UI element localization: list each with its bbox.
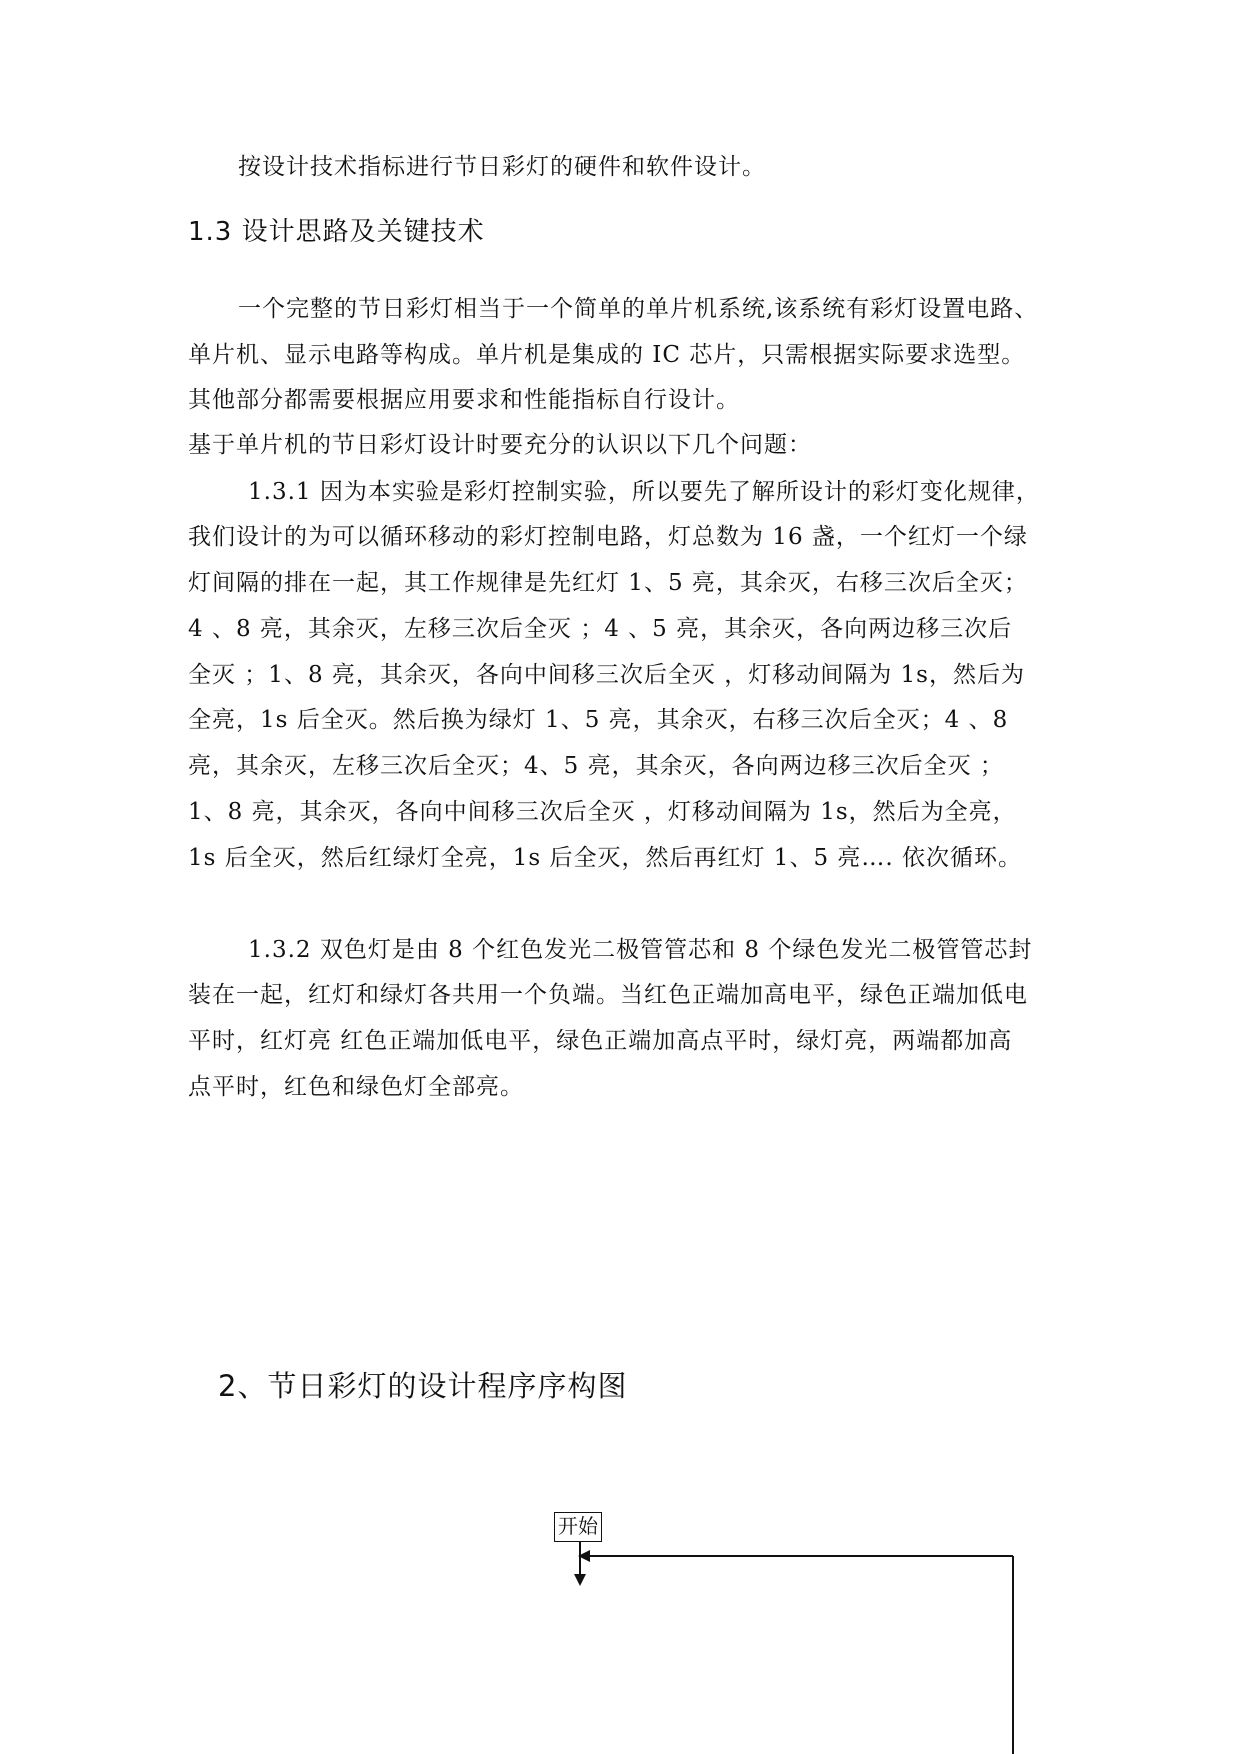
section-2-heading: 2、节日彩灯的设计程序序构图 bbox=[218, 1369, 628, 1403]
section-1-3-1-line: 全灭 ；1、8 亮，其余灭，各向中间移三次后全灭 ，灯移动间隔为 1s，然后为 bbox=[188, 662, 1025, 688]
section-1-3-1-line: 4 、8 亮，其余灭，左移三次后全灭 ；4 、5 亮，其余灭，各向两边移三次后 bbox=[188, 616, 1013, 642]
intro-text: 按设计技术指标进行节日彩灯的硬件和软件设计。 bbox=[238, 154, 766, 180]
section-1-3-line: 一个完整的节日彩灯相当于一个简单的单片机系统,该系统有彩灯设置电路、 bbox=[238, 296, 1039, 322]
section-1-3-1-line: 全亮，1s 后全灭。然后换为绿灯 1、5 亮，其余灭，右移三次后全灭；4 、8 bbox=[188, 707, 1009, 733]
section-1-3-1-line: 灯间隔的排在一起，其工作规律是先红灯 1、5 亮，其余灭，右移三次后全灭； bbox=[188, 570, 1028, 596]
section-1-3-1-line: 亮，其余灭，左移三次后全灭；4、5 亮，其余灭，各向两边移三次后全灭 ； bbox=[188, 753, 1004, 779]
flow-down-arrowhead bbox=[574, 1574, 586, 1586]
section-1-3-line: 单片机、显示电路等构成。单片机是集成的 IC 芯片，只需根据实际要求选型。 bbox=[188, 342, 1026, 368]
section-1-3-line: 其他部分都需要根据应用要求和性能指标自行设计。 bbox=[188, 387, 740, 413]
section-1-3-2-line: 装在一起，红灯和绿灯各共用一个负端。当红色正端加高电平，绿色正端加低电 bbox=[188, 982, 1028, 1008]
section-1-3-1-line: 1.3.1 因为本实验是彩灯控制实验，所以要先了解所设计的彩灯变化规律， bbox=[248, 479, 1040, 505]
section-1-3-2-line: 点平时，红色和绿色灯全部亮。 bbox=[188, 1074, 524, 1100]
section-1-3-1-line: 我们设计的为可以循环移动的彩灯控制电路，灯总数为 16 盏，一个红灯一个绿 bbox=[188, 524, 1028, 550]
section-1-3-line: 基于单片机的节日彩灯设计时要充分的认识以下几个问题： bbox=[188, 432, 812, 458]
flow-loop-arrowhead bbox=[578, 1550, 590, 1562]
section-1-3-2-line: 1.3.2 双色灯是由 8 个红色发光二极管管芯和 8 个绿色发光二极管管芯封 bbox=[248, 937, 1033, 963]
section-1-3-1-line: 1、8 亮，其余灭，各向中间移三次后全灭 ，灯移动间隔为 1s，然后为全亮， bbox=[188, 799, 1017, 825]
section-1-3-heading: 1.3 设计思路及关键技术 bbox=[188, 217, 485, 247]
flowchart-start-box: 开始 bbox=[554, 1512, 602, 1542]
section-1-3-1-line: 1s 后全灭，然后红绿灯全亮，1s 后全灭，然后再红灯 1、5 亮…. 依次循环。 bbox=[188, 845, 1023, 871]
section-1-3-2-line: 平时，红灯亮 红色正端加低电平，绿色正端加高点平时，绿灯亮，两端都加高 bbox=[188, 1028, 1013, 1054]
